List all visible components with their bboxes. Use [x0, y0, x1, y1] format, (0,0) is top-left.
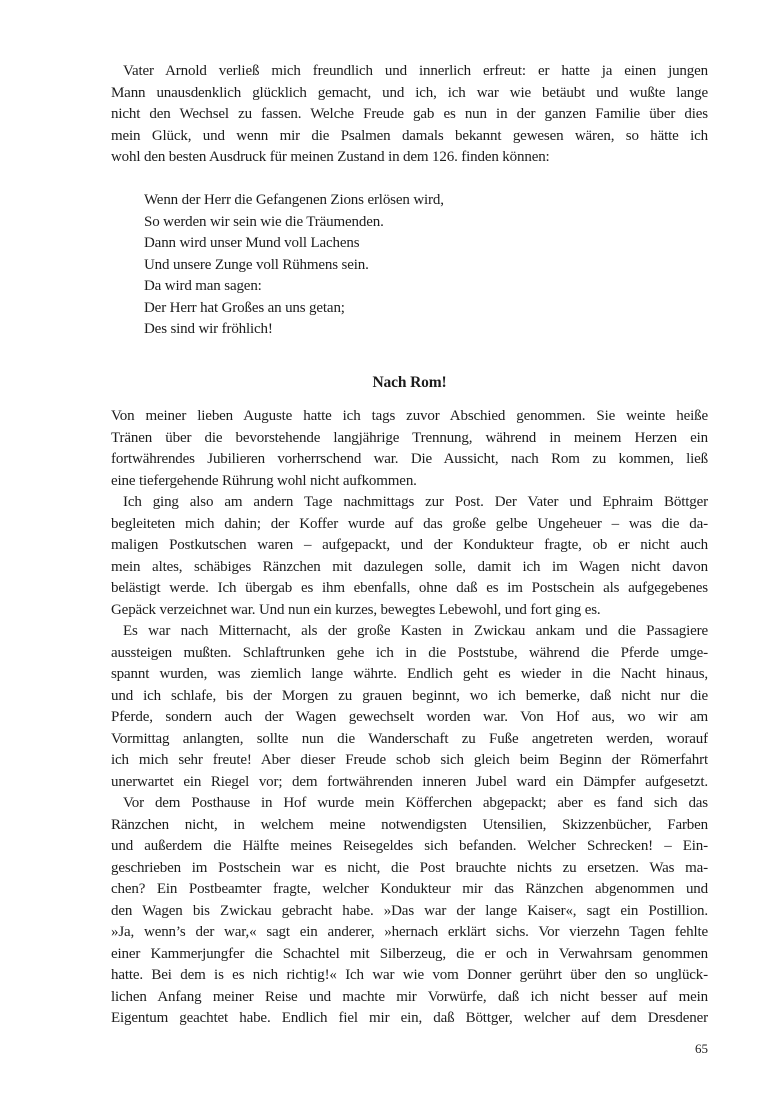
verse-block — [111, 190, 708, 341]
text-line: Des sind wir fröhlich! — [144, 321, 273, 337]
text-line: Pferde, sondern auch der Wagen gewechselt worden war. Von Hof aus, wo wir am — [111, 709, 708, 725]
text-line: Gepäck verzeichnet war. Und nun ein kurzes, bewegtes Lebewohl, und fort ging es. — [111, 601, 601, 618]
text-line: und ich schlafe, bis der Morgen zu grauen beginnt, wo ich bemerke, daß nicht nur die — [111, 687, 708, 704]
text-line: maligen Postkutschen waren – aufgepackt, und der Kondukteur fragte, ob er nicht auch — [111, 537, 708, 553]
section-heading: Nach Rom! — [372, 373, 447, 391]
text-line: den Wagen bis Zwickau gebracht habe. »Das war der lange Kaiser«, sagt ein Postillion. — [111, 902, 708, 919]
text-line: und außerdem die Hälfte meines Reisegeldes sich befanden. Welcher Schrecken! – Ein- — [111, 838, 708, 854]
paragraph — [111, 793, 708, 1030]
text-line: spannt wurden, was ziemlich lange währte. Endlich geht es wieder in die Nacht hinaus, — [111, 666, 708, 682]
text-line: geschrieben im Postschein war es nicht, die Post brauchte nichts zu ersetzen. Was ma- — [111, 859, 708, 876]
text-line: Vater Arnold verließ mich freundlich und innerlich erfreut: er hatte ja einen jungen — [123, 63, 708, 79]
text-line: Eigentum geachtet habe. Endlich fiel mir ein, daß Böttger, welcher auf dem Dresdener — [111, 1010, 708, 1026]
text-line: hatte. Bei dem is es nich richtig!« Ich war wie vom Donner gerührt über den so unglück- — [111, 967, 708, 983]
paragraph — [111, 492, 708, 621]
text-line: Mann unausdenklich glücklich gemacht, und ich, ich war wie betäubt und wußte lange — [111, 84, 708, 101]
text-line: einer Kammerjungfer die Schachtel mit Silberzeug, die er och in Verwahrsam genommen — [111, 945, 708, 962]
text-line: ich mich sehr freute! Aber dieser Freude schob sich gleich beim Beginn der Römerfahrt — [111, 752, 708, 768]
text-line: »Ja, wenn’s der war,« sagt ein anderer, »hernach erklärt sichs. Vor vierzehn Tagen fehlte — [111, 924, 708, 940]
text-line: lichen Anfang meiner Reise und machte mir Vorwürfe, daß ich nicht besser auf mein — [111, 988, 708, 1005]
text-line: Da wird man sagen: — [144, 278, 262, 294]
text-line: unerwartet ein Riegel vor; dem fortwährenden inneren Jubel ward ein Dämpfer aufgesetzt. — [111, 773, 708, 790]
text-line: Wenn der Herr die Gefangenen Zions erlösen wird, — [144, 192, 444, 208]
paragraph — [111, 406, 708, 492]
text-line: begleiteten mich dahin; der Koffer wurde auf das große gelbe Ungeheuer – was die da- — [111, 515, 708, 532]
text-line: aussteigen mußten. Schlaftrunken gehe ich in die Poststube, während die Pferde umge- — [111, 644, 708, 661]
text-line: eine tiefergehende Rührung wohl nicht aufkommen. — [111, 472, 417, 489]
text-line: Von meiner lieben Auguste hatte ich tags zuvor Abschied genommen. Sie weinte heiße — [111, 408, 708, 424]
text-line: belästigt werde. Ich übergab es ihm ebenfalls, ohne daß es im Postschein als aufgegebenes — [111, 580, 708, 596]
text-line: Der Herr hat Großes an uns getan; — [144, 299, 345, 316]
page-number: 65 — [695, 1041, 708, 1056]
text-line: Es war nach Mitternacht, als der große Kasten in Zwickau ankam und die Passagiere — [123, 623, 708, 639]
text-line: mein altes, schäbiges Ränzchen mit dazulegen solle, damit ich im Wagen nicht davon — [111, 558, 708, 575]
text-line: nicht den Wechsel zu fassen. Welche Freude gab es nun in der ganzen Familie über dies — [111, 106, 708, 122]
text-line: So werden wir sein wie die Träumenden. — [144, 213, 384, 230]
text-line: Tränen über die bevorstehende langjährige Trennung, während in meinem Herzen ein — [111, 429, 708, 446]
text-line: wohl den besten Ausdruck für meinen Zustand in dem 126. finden können: — [111, 149, 550, 165]
text-line: Vormittag anlangten, sollte nun die Wanderschaft zu Fuße angetreten werden, worauf — [111, 730, 708, 747]
text-line: Vor dem Posthause in Hof wurde mein Köfferchen abgepackt; aber es fand sich das — [123, 795, 708, 811]
text-line: Ich ging also am andern Tage nachmittags zur Post. Der Vater und Ephraim Böttger — [123, 494, 708, 510]
text-line: mein Glück, und wenn mir die Psalmen damals bekannt gewesen wären, so hätte ich — [111, 127, 708, 144]
text-line: fortwährendes Jubilieren vorherrschend war. Die Aussicht, nach Rom zu kommen, ließ — [111, 451, 708, 467]
text-line: chen? Ein Postbeamter fragte, welcher Kondukteur mir das Ränzchen abgenommen und — [111, 881, 708, 897]
text-line: Dann wird unser Mund voll Lachens — [144, 235, 360, 251]
text-line: Und unsere Zunge voll Rühmens sein. — [144, 256, 369, 273]
text-line: Ränzchen nicht, in welchem meine notwendigsten Utensilien, Skizzenbücher, Farben — [111, 816, 708, 833]
paragraph — [111, 621, 708, 793]
paragraph — [111, 61, 708, 169]
text-block — [111, 61, 708, 1030]
